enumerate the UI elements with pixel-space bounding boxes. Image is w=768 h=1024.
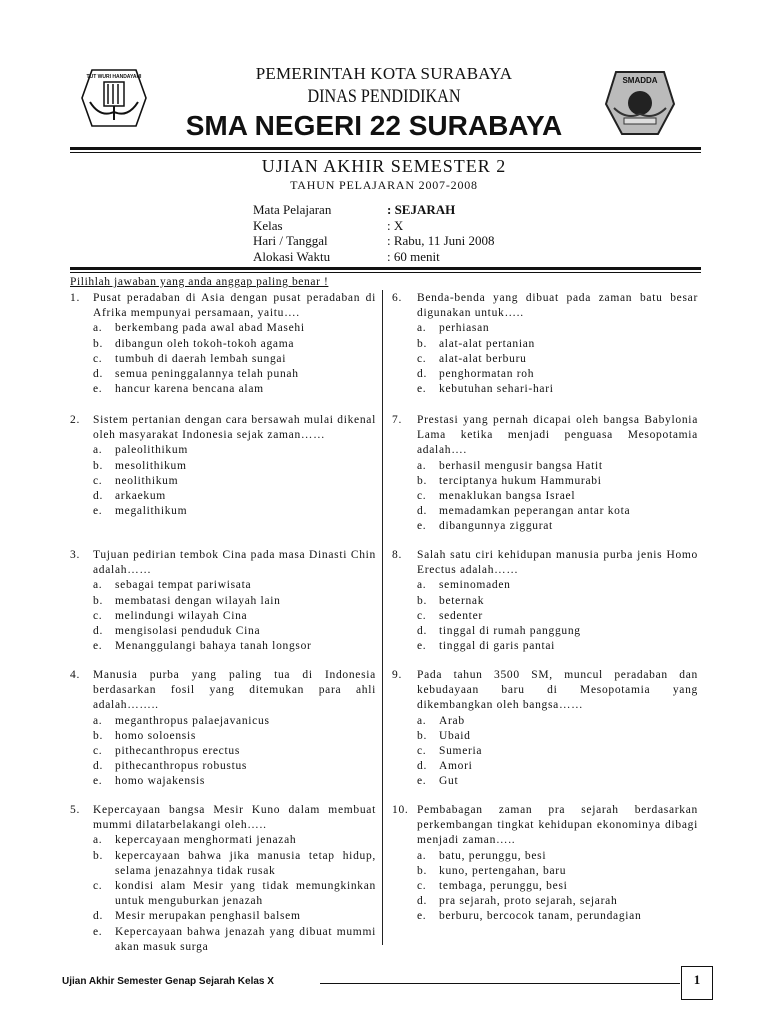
question-number: 1.: [70, 292, 81, 304]
question-number: 8.: [392, 549, 403, 561]
option-letter: a.: [93, 322, 103, 335]
option-text: berburu, bercocok tanam, perundagian: [439, 910, 642, 923]
question-number: 2.: [70, 414, 81, 426]
government-heading: PEMERINTAH KOTA SURABAYA: [255, 64, 513, 83]
option-letter: e.: [417, 640, 427, 653]
answer-option[interactable]: [93, 337, 376, 352]
option-letter: b.: [417, 594, 428, 607]
option-letter: b.: [93, 594, 104, 607]
option-letter: c.: [417, 490, 427, 503]
option-letter: a.: [93, 834, 103, 847]
info-divider: [70, 267, 701, 273]
option-letter: e.: [417, 520, 427, 533]
option-letter: a.: [417, 322, 427, 335]
option-letter: d.: [93, 490, 104, 503]
answer-option[interactable]: [93, 474, 376, 489]
answer-option[interactable]: [417, 321, 698, 336]
answer-option[interactable]: [417, 639, 698, 654]
option-letter: e.: [417, 383, 427, 396]
option-letter: a.: [417, 459, 427, 472]
option-text: Menanggulangi bahaya tanah longsor: [115, 640, 312, 653]
option-text: Amori: [439, 760, 473, 773]
answer-option[interactable]: [93, 759, 376, 774]
question-text: Tujuan pedirian tembok Cina pada masa Dinasti Chin adalah……: [93, 549, 376, 577]
answer-option[interactable]: [93, 352, 376, 367]
option-text: tinggal di rumah panggung: [439, 625, 581, 638]
option-letter: d.: [93, 760, 104, 773]
option-text: Arab: [439, 714, 465, 727]
option-letter: c.: [417, 352, 427, 365]
question-stem-row: [70, 548, 376, 578]
option-text: membatasi dengan wilayah lain: [115, 594, 281, 607]
option-text: pra sejarah, proto sejarah, sejarah: [439, 895, 618, 908]
option-text: dibangun oleh tokoh-tokoh agama: [115, 337, 295, 350]
option-letter: d.: [417, 760, 428, 773]
answer-option[interactable]: [93, 925, 376, 955]
answer-option[interactable]: [93, 459, 376, 474]
option-letter: b.: [417, 474, 428, 487]
option-text: kebutuhan sehari-hari: [439, 383, 554, 396]
info-value: : Rabu, 11 Juni 2008: [387, 233, 495, 248]
option-text: kuno, pertengahan, baru: [439, 864, 567, 877]
question-text: Pada tahun 3500 SM, muncul peradaban dan kebudayaan baru di Mesopotamia yang dikembangkan oleh bangsa……: [417, 669, 698, 712]
answer-option[interactable]: [93, 443, 376, 458]
option-text: batu, perunggu, besi: [439, 849, 547, 862]
answer-option[interactable]: [93, 849, 376, 879]
question-2: [70, 413, 376, 519]
option-text: hancur karena bencana alam: [115, 383, 264, 396]
question-text: Pusat peradaban di Asia dengan pusat peradaban di Afrika mempunyai persamaan, yaitu….: [93, 292, 376, 320]
option-letter: b.: [417, 864, 428, 877]
option-text: tembaga, perunggu, besi: [439, 880, 568, 893]
answer-option[interactable]: [417, 352, 698, 367]
option-letter: a.: [417, 579, 427, 592]
question-text: Pembabagan zaman pra sejarah berdasarkan perkembangan tingkat kehidupan ekonominya dibagi menjadi zaman…..: [417, 804, 698, 847]
option-letter: d.: [417, 895, 428, 908]
question-text: Benda-benda yang dibuat pada zaman batu besar digunakan untuk…..: [417, 292, 698, 320]
info-label: Alokasi Waktu: [253, 248, 331, 264]
option-letter: e.: [93, 505, 103, 518]
option-letter: d.: [417, 505, 428, 518]
option-letter: d.: [417, 368, 428, 381]
answer-option[interactable]: [417, 519, 698, 534]
question-stem-row: [70, 291, 376, 321]
question-stem-row: [70, 668, 376, 714]
option-letter: b.: [93, 459, 104, 472]
answer-option[interactable]: [93, 578, 376, 593]
answer-option[interactable]: [93, 504, 376, 519]
question-number: 9.: [392, 669, 403, 681]
question-stem-row: [70, 803, 376, 833]
footer-line: [320, 983, 680, 984]
info-value: : X: [387, 217, 404, 233]
answer-option[interactable]: [93, 321, 376, 336]
option-text: tumbuh di daerah lembah sungai: [115, 352, 287, 365]
answer-option[interactable]: [93, 382, 376, 397]
option-letter: c.: [93, 880, 103, 893]
question-4: [70, 668, 376, 790]
info-row: [253, 202, 495, 218]
option-letter: e.: [93, 640, 103, 653]
option-text: mengisolasi penduduk Cina: [115, 625, 261, 638]
option-letter: b.: [93, 729, 104, 742]
option-letter: e.: [93, 925, 103, 938]
option-letter: d.: [93, 625, 104, 638]
option-text: megalithikum: [115, 505, 188, 518]
question-9: [392, 668, 698, 790]
answer-option[interactable]: [417, 624, 698, 639]
instruction: Pilihlah jawaban yang anda anggap paling benar !: [70, 276, 329, 288]
option-letter: c.: [417, 880, 427, 893]
page-number: 1: [681, 966, 713, 1000]
answer-option[interactable]: [93, 774, 376, 789]
option-text: Ubaid: [439, 729, 471, 742]
option-text: perhiasan: [439, 322, 490, 335]
option-text: tinggal di garis pantai: [439, 640, 556, 653]
option-text: melindungi wilayah Cina: [115, 609, 248, 622]
option-letter: c.: [93, 352, 103, 365]
option-letter: b.: [417, 729, 428, 742]
option-letter: e.: [417, 775, 427, 788]
answer-option[interactable]: [93, 714, 376, 729]
info-value: : 60 menit: [387, 248, 440, 264]
answer-option[interactable]: [417, 714, 698, 729]
answer-option[interactable]: [93, 639, 376, 654]
option-letter: e.: [93, 383, 103, 396]
answer-option[interactable]: [417, 849, 698, 864]
answer-option[interactable]: [417, 864, 698, 879]
question-number: 3.: [70, 549, 81, 561]
academic-year: TAHUN PELAJARAN 2007-2008: [290, 178, 478, 192]
option-letter: a.: [93, 714, 103, 727]
option-letter: b.: [417, 337, 428, 350]
option-letter: a.: [93, 579, 103, 592]
option-text: terciptanya hukum Hammurabi: [439, 474, 602, 487]
question-number: 6.: [392, 292, 403, 304]
answer-option[interactable]: [417, 337, 698, 352]
question-stem-row: [392, 291, 698, 321]
option-text: seminomaden: [439, 579, 511, 592]
option-text: dibangunnya ziggurat: [439, 520, 553, 533]
question-number: 5.: [70, 804, 81, 816]
option-text: alat-alat berburu: [439, 352, 527, 365]
question-stem-row: [392, 548, 698, 578]
answer-option[interactable]: [417, 729, 698, 744]
question-7: [392, 413, 698, 535]
answer-option[interactable]: [417, 504, 698, 519]
question-text: Salah satu ciri kehidupan manusia purba jenis Homo Erectus adalah……: [417, 549, 698, 577]
option-text: neolithikum: [115, 474, 179, 487]
option-text: pithecanthropus erectus: [115, 745, 240, 758]
option-text: kepercayaan bahwa jika manusia tetap hidup, selama jenazahnya tidak rusak: [115, 849, 376, 877]
answer-option[interactable]: [93, 609, 376, 624]
answer-option[interactable]: [93, 367, 376, 382]
answer-option[interactable]: [417, 382, 698, 397]
option-letter: d.: [93, 368, 104, 381]
option-text: penghormatan roh: [439, 368, 535, 381]
answer-option[interactable]: [417, 774, 698, 789]
school-name: SMA NEGERI 22 SURABAYA: [185, 110, 563, 141]
option-text: sebagai tempat pariwisata: [115, 579, 252, 592]
option-text: sedenter: [439, 609, 483, 622]
option-letter: b.: [93, 849, 104, 862]
option-letter: c.: [93, 474, 103, 487]
option-text: berhasil mengusir bangsa Hatit: [439, 459, 603, 472]
question-10: [392, 803, 698, 925]
info-label: Hari / Tanggal: [253, 233, 328, 248]
option-text: kondisi alam Mesir yang tidak memungkinkan untuk menguburkan jenazah: [115, 880, 376, 908]
option-letter: e.: [93, 775, 103, 788]
question-3: [70, 548, 376, 654]
question-number: 7.: [392, 414, 403, 426]
answer-option[interactable]: [417, 744, 698, 759]
question-text: Prestasi yang pernah dicapai oleh bangsa Babylonia Lama ketika menjadi penguasa Mesopotamia adalah….: [417, 414, 698, 457]
question-number: 10.: [392, 804, 409, 816]
option-letter: c.: [93, 745, 103, 758]
left-logo-text: TUT WURI HANDAYANI: [86, 74, 142, 80]
option-text: Kepercayaan bahwa jenazah yang dibuat mummi akan masuk surga: [115, 925, 376, 953]
option-text: berkembang pada awal abad Masehi: [115, 322, 305, 335]
answer-option[interactable]: [417, 909, 698, 924]
question-text: Manusia purba yang paling tua di Indonesia berdasarkan fosil yang ditemukan para ahli adalah……..: [93, 669, 376, 712]
answer-option[interactable]: [93, 624, 376, 639]
question-stem-row: [392, 413, 698, 459]
option-text: menaklukan bangsa Israel: [439, 490, 576, 503]
option-text: Gut: [439, 775, 459, 788]
option-text: paleolithikum: [115, 444, 188, 457]
answer-option[interactable]: [93, 729, 376, 744]
option-text: beternak: [439, 594, 485, 607]
answer-option[interactable]: [417, 459, 698, 474]
footer-text: Ujian Akhir Semester Genap Sejarah Kelas X: [62, 976, 274, 987]
answer-option[interactable]: [93, 909, 376, 924]
option-text: memadamkan peperangan antar kota: [439, 505, 631, 518]
answer-option[interactable]: [93, 879, 376, 909]
option-text: arkaekum: [115, 490, 166, 503]
info-label: Kelas: [253, 217, 283, 233]
right-logo-text: SMADDA: [622, 76, 658, 85]
option-letter: b.: [93, 337, 104, 350]
answer-option[interactable]: [417, 489, 698, 504]
question-stem-row: [392, 803, 698, 849]
column-divider: [382, 290, 383, 945]
question-6: [392, 291, 698, 397]
question-number: 4.: [70, 669, 81, 681]
exam-info: [253, 202, 495, 264]
option-text: homo wajakensis: [115, 775, 206, 788]
option-text: pithecanthropus robustus: [115, 760, 248, 773]
answer-option[interactable]: [417, 578, 698, 593]
info-label: Mata Pelajaran: [253, 202, 332, 217]
option-letter: a.: [417, 714, 427, 727]
option-letter: c.: [417, 609, 427, 622]
question-1: [70, 291, 376, 397]
answer-option[interactable]: [93, 594, 376, 609]
question-text: Sistem pertanian dengan cara bersawah mulai dikenal oleh masyarakat Indonesia sejak zaman……: [93, 414, 376, 442]
option-letter: a.: [417, 849, 427, 862]
answer-option[interactable]: [93, 833, 376, 848]
exam-title: UJIAN AKHIR SEMESTER 2: [261, 156, 507, 176]
option-letter: c.: [417, 745, 427, 758]
answer-option[interactable]: [417, 894, 698, 909]
option-text: Sumeria: [439, 745, 483, 758]
question-text: Kepercayaan bangsa Mesir Kuno dalam membuat mummi dilatarbelakangi oleh…..: [93, 804, 376, 832]
option-text: semua peninggalannya telah punah: [115, 368, 299, 381]
question-stem-row: [70, 413, 376, 443]
answer-option[interactable]: [93, 744, 376, 759]
question-5: [70, 803, 376, 955]
info-row: [253, 249, 495, 265]
info-row: [253, 218, 495, 234]
option-text: homo soloensis: [115, 729, 197, 742]
question-stem-row: [392, 668, 698, 714]
option-letter: c.: [93, 609, 103, 622]
answer-option[interactable]: [93, 489, 376, 504]
option-letter: d.: [93, 910, 104, 923]
answer-option[interactable]: [417, 474, 698, 489]
option-letter: d.: [417, 625, 428, 638]
answer-option[interactable]: [417, 879, 698, 894]
question-8: [392, 548, 698, 654]
option-text: Mesir merupakan penghasil balsem: [115, 910, 301, 923]
option-text: meganthropus palaejavanicus: [115, 714, 270, 727]
option-letter: a.: [93, 444, 103, 457]
answer-option[interactable]: [417, 367, 698, 382]
info-row: [253, 233, 495, 249]
answer-option[interactable]: [417, 759, 698, 774]
answer-option[interactable]: [417, 609, 698, 624]
department-heading: DINAS PENDIDIKAN: [307, 86, 461, 107]
answer-option[interactable]: [417, 594, 698, 609]
header-divider: [70, 147, 701, 153]
info-value: : SEJARAH: [387, 202, 456, 217]
option-letter: e.: [417, 910, 427, 923]
option-text: mesolithikum: [115, 459, 187, 472]
option-text: kepercayaan menghormati jenazah: [115, 834, 297, 847]
option-text: alat-alat pertanian: [439, 337, 535, 350]
